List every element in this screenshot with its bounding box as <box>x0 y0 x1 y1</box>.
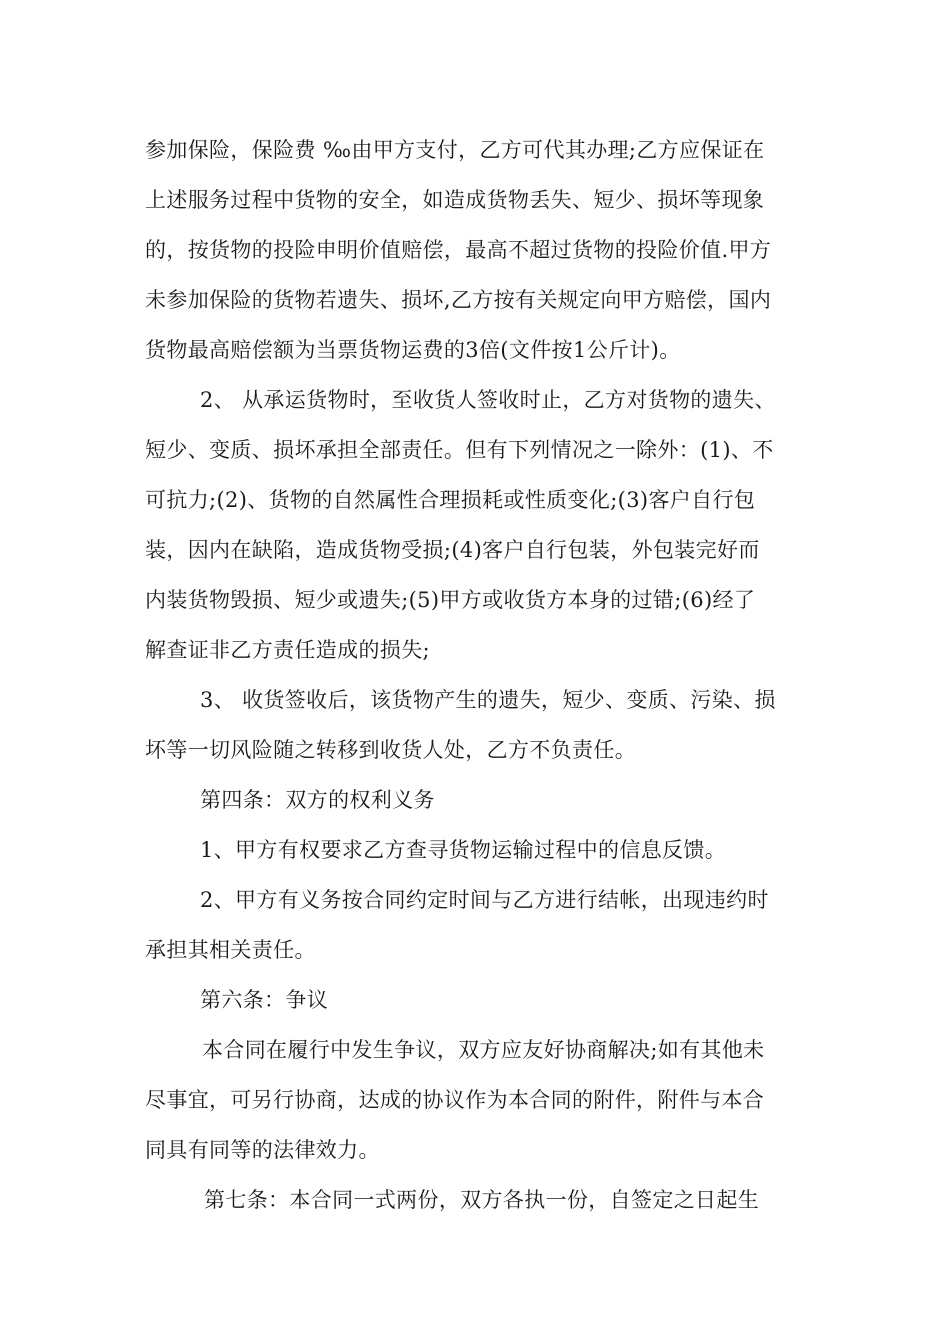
text-line-20: 尽事宜，可另行协商，达成的协议作为本合同的附件，附件与本合 <box>145 1088 765 1112</box>
text-line-7: 短少、变质、损坏承担全部责任。但有下列情况之一除外：(1)、不 <box>145 438 774 462</box>
text-line-2: 上述服务过程中货物的安全，如造成货物丢失、短少、损坏等现象 <box>145 188 765 212</box>
text-line-4: 未参加保险的货物若遗失、损坏,乙方按有关规定向甲方赔偿，国内 <box>145 288 772 312</box>
text-line-10: 内装货物毁损、短少或遗失;(5)甲方或收货方本身的过错;(6)经了 <box>145 588 756 612</box>
text-line-13: 坏等一切风险随之转移到收货人处，乙方不负责任。 <box>145 738 637 762</box>
text-line-11: 解查证非乙方责任造成的损失; <box>145 638 430 662</box>
text-line-3: 的，按货物的投险申明价值赔偿，最高不超过货物的投险价值.甲方 <box>145 238 772 262</box>
text-line-12: 3、 收货签收后，该货物产生的遗失，短少、变质、污染、损 <box>200 688 776 712</box>
text-line-9: 装，因内在缺陷，造成货物受损;(4)客户自行包装，外包装完好而 <box>145 538 760 562</box>
text-line-15: 1、甲方有权要求乙方查寻货物运输过程中的信息反馈。 <box>200 838 727 862</box>
text-line-19: 本合同在履行中发生争议，双方应友好协商解决;如有其他未 <box>202 1038 765 1062</box>
section-heading-article-4: 第四条：双方的权利义务 <box>200 788 435 812</box>
text-line-8: 可抗力;(2)、货物的自然属性合理损耗或性质变化;(3)客户自行包 <box>145 488 756 512</box>
text-line-17: 承担其相关责任。 <box>145 938 316 962</box>
text-line-21: 同具有同等的法律效力。 <box>145 1138 380 1162</box>
section-heading-article-7: 第七条：本合同一式两份，双方各执一份，自签定之日起生 <box>204 1188 760 1212</box>
section-heading-article-6: 第六条：争议 <box>200 988 329 1012</box>
text-line-16: 2、甲方有义务按合同约定时间与乙方进行结帐，出现违约时 <box>200 888 769 912</box>
text-line-5: 货物最高赔偿额为当票货物运费的3倍(文件按1公斤计)。 <box>145 338 681 362</box>
text-line-6: 2、 从承运货物时，至收货人签收时止，乙方对货物的遗失、 <box>200 388 776 412</box>
text-line-1: 参加保险，保险费 ‰由甲方支付，乙方可代其办理;乙方应保证在 <box>145 138 765 162</box>
